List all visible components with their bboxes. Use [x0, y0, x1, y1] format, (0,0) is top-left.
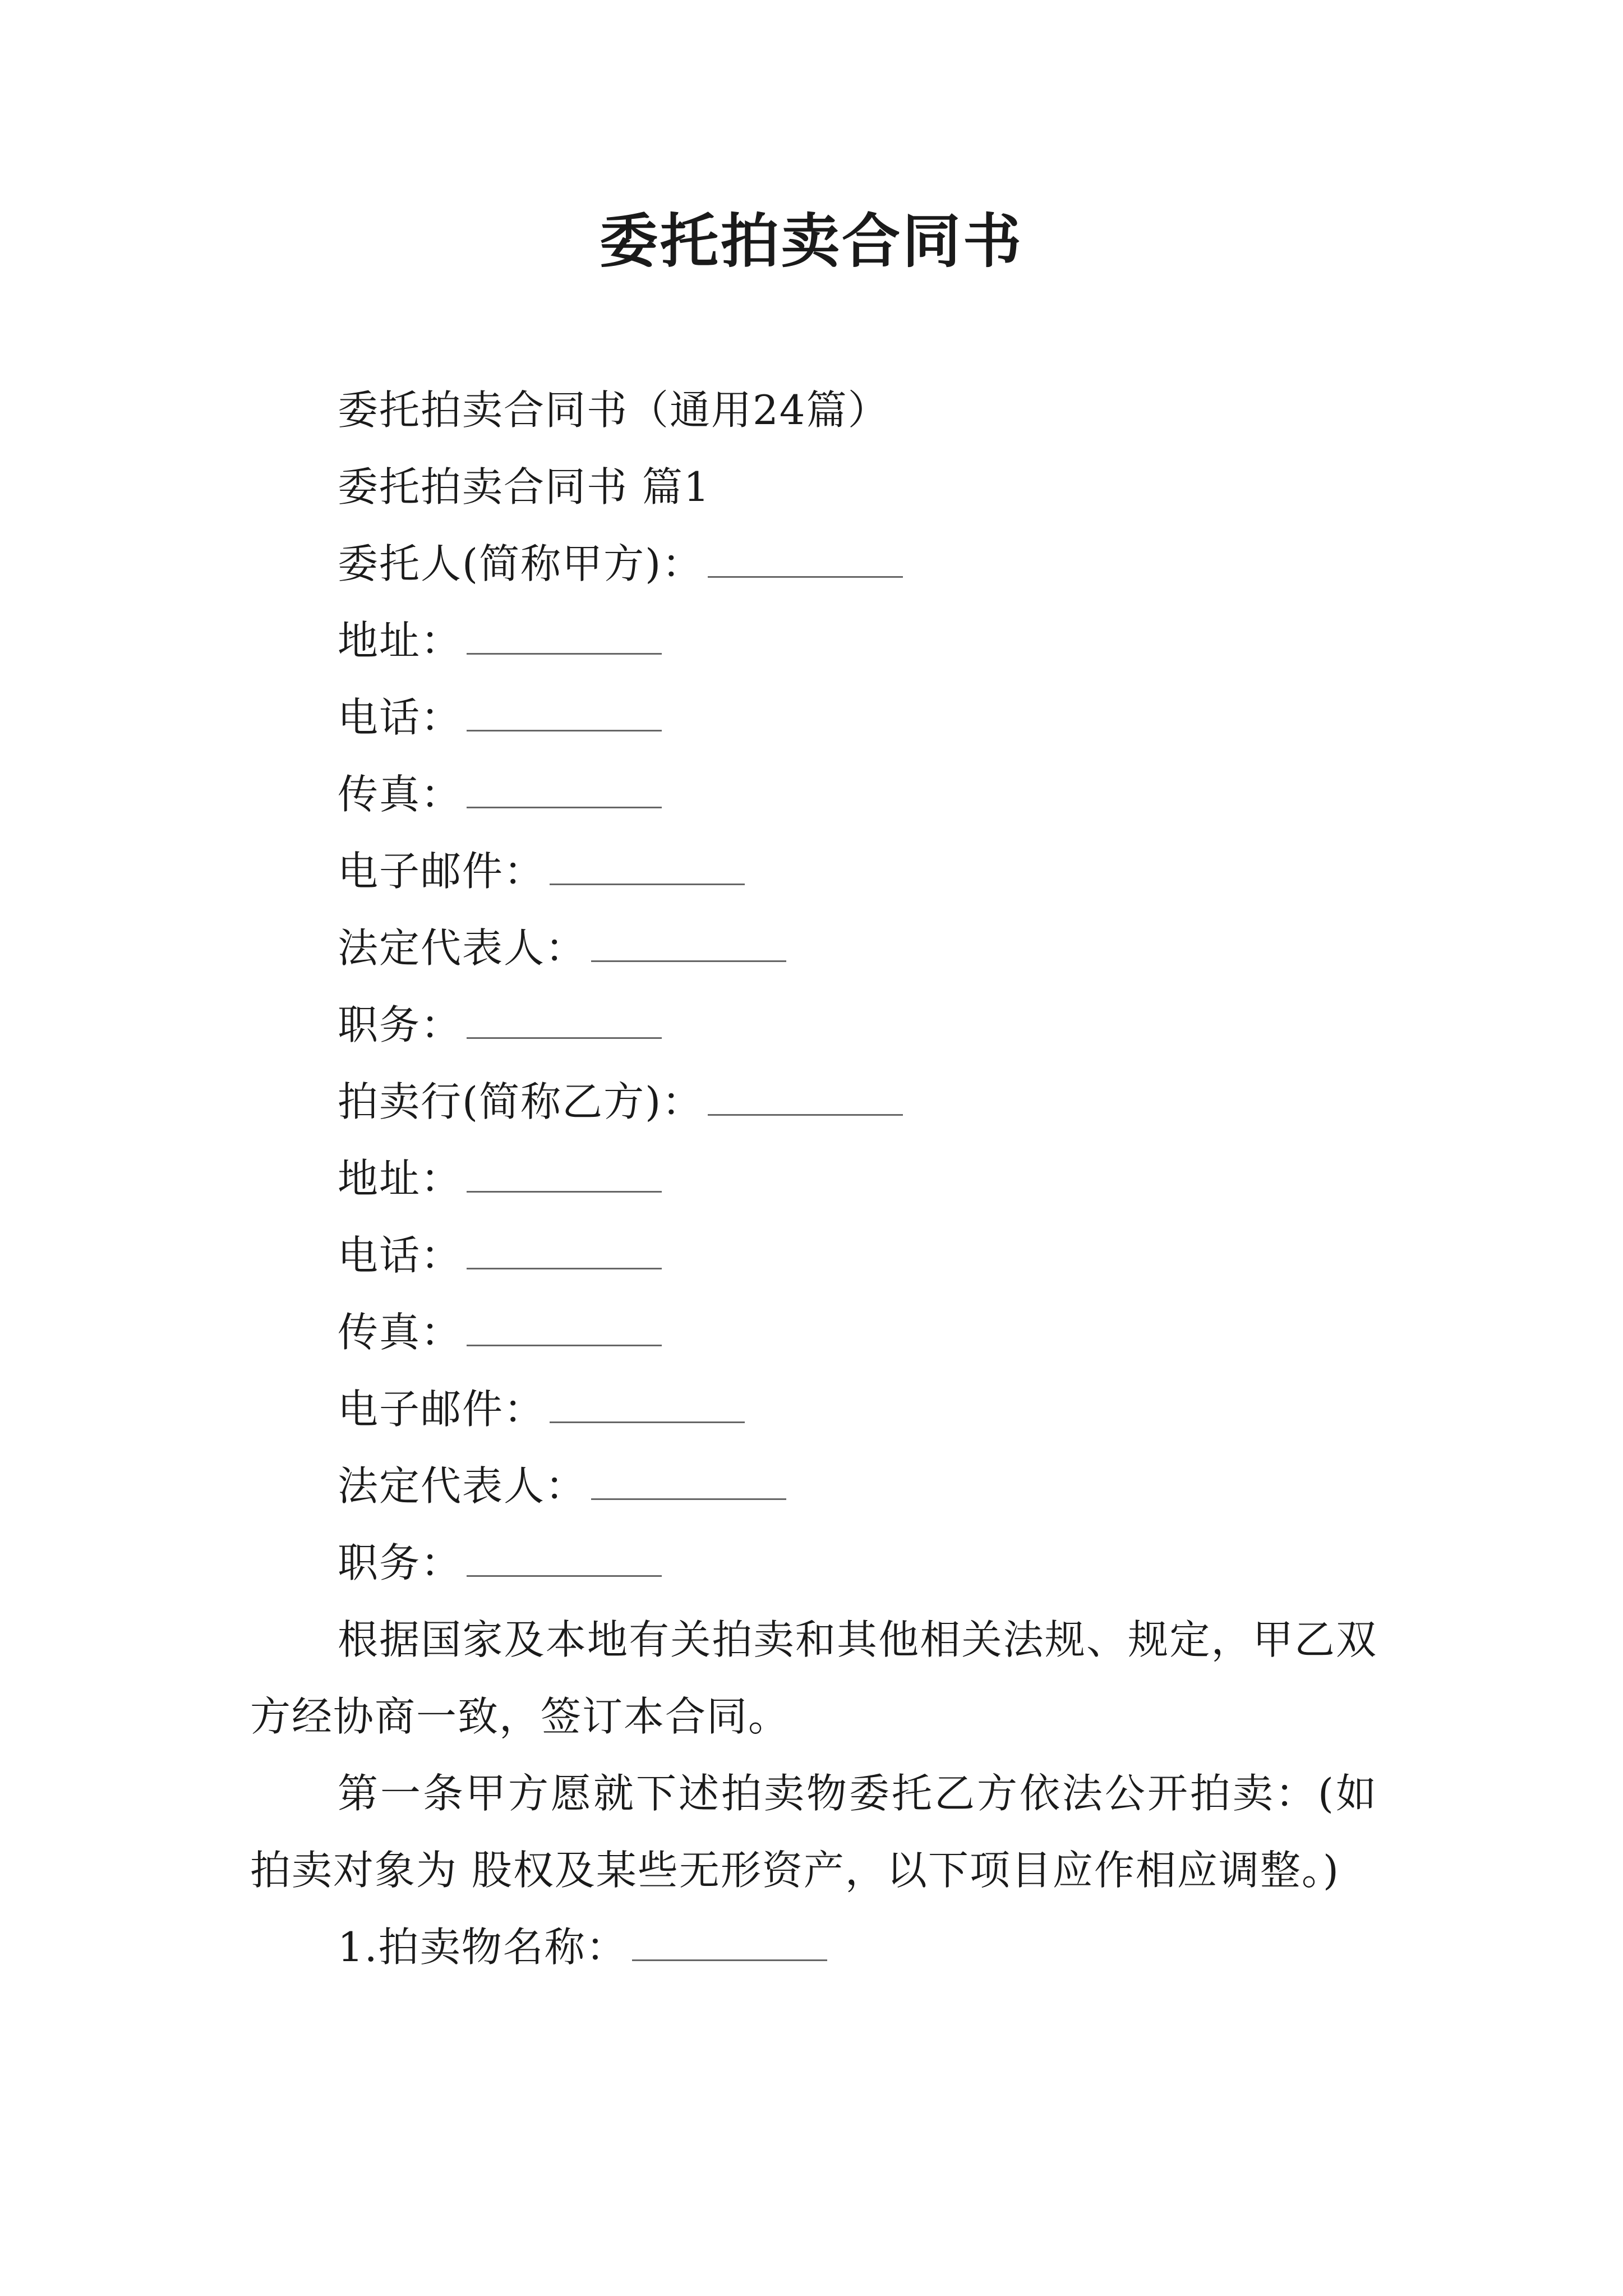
- document-subtitle: 委托拍卖合同书（通用24篇）: [338, 386, 889, 434]
- field-label: 拍卖行(简称乙方)：: [338, 1078, 704, 1125]
- document-title: 委托拍卖合同书: [599, 207, 1023, 275]
- paragraph-article-1: 第一条甲方愿就下述拍卖物委托乙方依法公开拍卖：(如拍卖对象为 股权及某些无形资产，以下项目应作相应调整。): [250, 1770, 1377, 1894]
- field-address-a: [250, 602, 1377, 679]
- blank-line: [467, 622, 662, 655]
- blank-line: [550, 1390, 745, 1423]
- blank-line: [467, 698, 662, 731]
- blank-line: [708, 545, 903, 578]
- field-position-b: [250, 1525, 1377, 1602]
- field-position-a: [250, 987, 1377, 1064]
- blank-line: [467, 1313, 662, 1346]
- blank-line: [591, 929, 786, 962]
- field-label: 法定代表人：: [338, 924, 587, 972]
- field-email-b: [250, 1371, 1377, 1448]
- blank-line: [591, 1467, 786, 1500]
- document-body: [250, 372, 1377, 1986]
- field-email-a: [250, 833, 1377, 910]
- field-label: 传真：: [338, 771, 463, 818]
- field-address-b: [250, 1140, 1377, 1217]
- field-phone-a: [250, 679, 1377, 756]
- paragraph-preamble: 根据国家及本地有关拍卖和其他相关法规、规定，甲乙双方经协商一致，签订本合同。: [250, 1616, 1377, 1740]
- section-heading: 委托拍卖合同书 篇1: [338, 463, 711, 510]
- field-label: 1.拍卖物名称：: [338, 1924, 628, 1971]
- blank-line: [467, 1544, 662, 1577]
- field-legal-rep-b: [250, 1448, 1377, 1525]
- field-label: 地址：: [338, 1155, 463, 1202]
- field-label: 电子邮件：: [338, 1386, 546, 1433]
- field-label: 传真：: [338, 1309, 463, 1356]
- field-item-name: [250, 1909, 1377, 1986]
- blank-line: [467, 1236, 662, 1269]
- field-fax-a: [250, 756, 1377, 833]
- field-label: 委托人(简称甲方)：: [338, 540, 704, 587]
- blank-line: [550, 852, 745, 885]
- blank-line: [708, 1083, 903, 1116]
- blank-line: [467, 1159, 662, 1193]
- field-fax-b: [250, 1294, 1377, 1371]
- field-label: 电话：: [338, 1232, 463, 1279]
- field-auction-house: [250, 1064, 1377, 1140]
- field-label: 职务：: [338, 1539, 463, 1586]
- field-label: 职务：: [338, 1001, 463, 1048]
- field-entrustor: [250, 526, 1377, 602]
- blank-line: [467, 775, 662, 808]
- field-label: 地址：: [338, 617, 463, 664]
- field-legal-rep-a: [250, 910, 1377, 987]
- blank-line: [467, 1006, 662, 1039]
- blank-line: [632, 1928, 827, 1961]
- field-label: 电子邮件：: [338, 848, 546, 895]
- field-phone-b: [250, 1217, 1377, 1294]
- field-label: 法定代表人：: [338, 1462, 587, 1510]
- field-label: 电话：: [338, 694, 463, 741]
